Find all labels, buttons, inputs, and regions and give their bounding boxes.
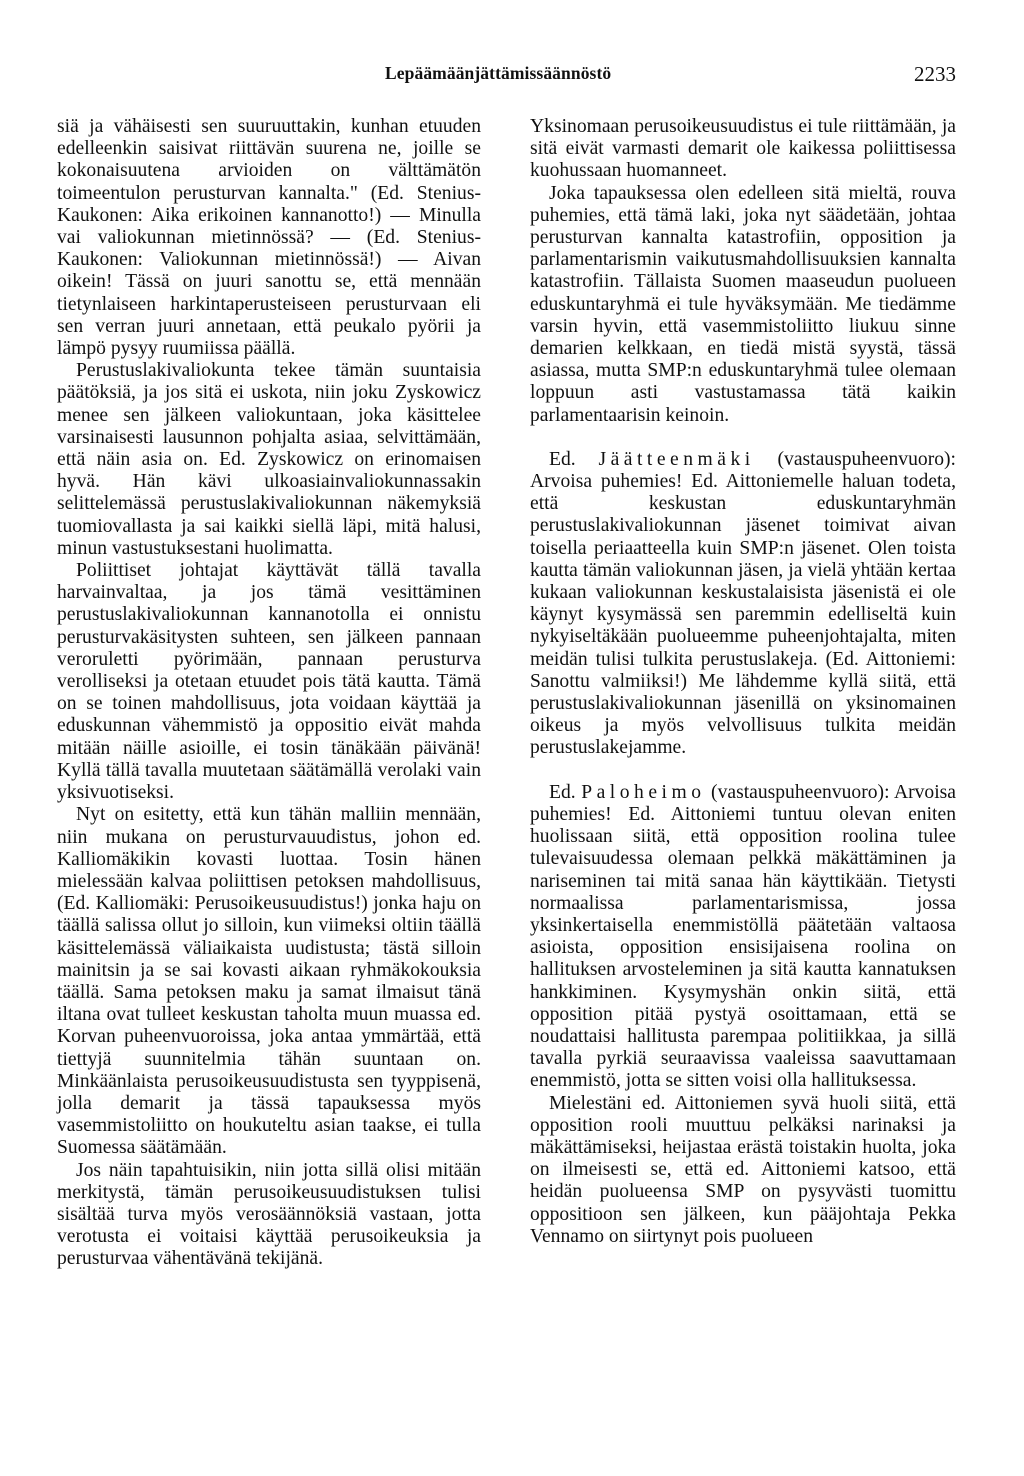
paragraph: Yksinomaan perusoikeusuudistus ei tule riittämään, ja sitä eivät varmasti demarit ole kaikessa poliittisessa kuohussaan huomanneet.	[530, 116, 956, 182]
paragraph: Perustuslakivaliokunta tekee tämän suuntaisia päätöksiä, ja jos sitä ei uskota, niin joku Zyskowicz menee sen jälkeen valiokuntaan, joka käsittelee varsinaisesti lausunnon pohjalta asiaa, selvittämään, että näin asia on. Ed. Zyskowicz on erinomaisen hyvä. Hän kävi ulkoasiainvaliokunnassakin selittelemässä perustuslakivaliokunnan näkemyksiä tuomiovallasta ja sai kaikki siellä läpi, mitä halusi, minun vastustuksestani huolimatta.	[57, 360, 481, 559]
speaker-name: Jäätteenmäki	[598, 448, 755, 470]
speaker-prefix: Ed.	[549, 448, 576, 470]
right-column	[530, 116, 956, 1248]
left-column	[57, 116, 481, 1271]
speech-text: (vastauspuheenvuoro): Arvoisa puhemies! Ed. Aittoniemelle haluan todeta, että keskustan eduskuntaryhmän perustuslakivaliokunnan jäsenet toimivat aivan toisella periaatteella kuin SMP:n jäsenet. Olen toista kautta tämän valiokunnan jäsen, ja vielä yhtään kertaa kukaan valiokunnan keskustalaisista jäsenistä ei ole käynyt kysymässä sen paremmin edelliseltä kuin nykyiseltäkään puolueemme puheenjohtajalta, miten meidän tulisi tulkita perustuslakeja. (Ed. Aittoniemi: Sanottu valmiiksi!) Me lähdemme kyllä siitä, että perustuslakivaliokunnan jäsenillä on yksinomainen oikeus ja myös velvollisuus tulkita meidän perustuslakejamme.	[530, 448, 956, 759]
paragraph: Mielestäni ed. Aittoniemen syvä huoli siitä, että opposition rooli muuttuu pelkäksi narinaksi ja mäkättämiseksi, heijastaa erästä toistakin huolta, joka on ilmeisesti se, että ed. Aittoniemi katsoo, että heidän puolueensa SMP on pysyvästi tuomittu oppositioon sen jälkeen, kun pääjohtaja Pekka Vennamo on siirtynyt pois puolueen	[530, 1092, 956, 1247]
speech-paloheimo	[530, 782, 956, 1093]
paragraph: siä ja vähäisesti sen suuruuttakin, kunhan etuuden edelleenkin saisivat riittävän suurena ne, joille se kokonaisuutena arvioiden on välttämätön toimeentulon perusturvan kannalta." (Ed. Stenius-Kaukonen: Aika erikoinen kannanotto!) — Minulla vai valiokunnan mietinnössä? — (Ed. Stenius-Kaukonen: Valiokunnan mietinnössä!) — Aivan oikein! Tässä on juuri sanottu se, että mennään tietynlaiseen harkintaperusteiseen perusturvaan eli sen verran juuri annetaan, että peukalo pyörii ja lämpö pysyy ruumiissa päällä.	[57, 116, 481, 360]
speaker-prefix: Ed.	[549, 781, 576, 803]
paragraph: Joka tapauksessa olen edelleen sitä mieltä, rouva puhemies, että tämä laki, joka nyt säädetään, johtaa perusturvan kannalta katastrofiin, opposition ja parlamentarismin vaikutusmahdollisuuksien kannalta katastrofiin. Tällaista Suomen maaseudun puolueen eduskuntaryhmä ei tule hyväksymään. Me tiedämme varsin hyvin, että vasemmistoliitto liukuu sinne demarien kelkkaan, en tiedä mistä syystä, tässä asiassa, mutta SMP:n eduskuntaryhmä tulee olemaan loppuun asti vastustamassa tätä kaikin parlamentaarisin keinoin.	[530, 182, 956, 426]
speech-jaatteenmaki	[530, 449, 956, 760]
speech-text: (vastauspuheenvuoro): Arvoisa puhemies! Ed. Aittoniemi tuntuu olevan eniten huolissaan siitä, että opposition roolina tulee tulevaisuudessa olemaan pelkkä mäkättäminen ja nariseminen tai mitä sanaa hän käyttikään. Tietysti normaalissa parlamentarismissa, jossa yksinkertaisella enemmistöllä päätetään valtaosa asioista, opposition ensisijaisena roolina on hallituksen arvosteleminen ja sitä kautta kannatuksen hankkiminen. Kysymyshän onkin siitä, että opposition pitää pystyä osoittamaan, että se noudattaisi hallitusta parempaa politiikkaa, ja sillä tavalla pyrkiä seuraavissa vaaleissa saavuttamaan enemmistö, jotta se sitten voisi olla hallituksessa.	[530, 781, 956, 1092]
paragraph: Nyt on esitetty, että kun tähän malliin mennään, niin mukana on perusturvauudistus, johon ed. Kalliomäkikin kovasti luottaa. Tosin hänen mielessään kalvaa poliittisen petoksen mahdollisuus, (Ed. Kalliomäki: Perusoikeusuudistus!) jonka haju on täällä salissa ollut jo silloin, kun viimeksi oltiin täällä käsittelemässä väliaikaista uudistusta; tästä silloin mainitsin ja se sai kovasti aikaan ryhmäkokouksia täällä. Sama petoksen maku ja samat ilmaisut tänä iltana ovat tulleet keskustan taholta muun muassa ed. Korvan puheenvuoroissa, joka antaa ymmärtää, että tiettyjä suunnitelmia tähän suuntaan on. Minkäänlaista perusoikeusuudistusta sen tyyppisenä, jolla demarit ja tässä tapauksessa myös vasemmistoliitto on houkuteltu asian taakse, ei tulla Suomessa säätämään.	[57, 804, 481, 1159]
page-number: 2233	[914, 62, 956, 86]
paragraph: Poliittiset johtajat käyttävät tällä tavalla harvainvaltaa, ja jos tämä vesittäminen perustuslakivaliokunnan kannanotolla ei onnistu perusturvakäsitysten suhteen, sen jälkeen pannaan veroruletti pyörimään, pannaan perusturva verolliseksi ja otetaan etuudet pois tätä kautta. Tämä on se toinen mahdollisuus, jota voidaan käyttää ja eduskunnan vähemmistö ja oppositio eivät mahda mitään näille asioille, ei tosin tänäkään päivänä! Kyllä tällä tavalla muutetaan säätämällä verolaki vain yksivuotiseksi.	[57, 560, 481, 804]
paragraph: Jos näin tapahtuisikin, niin jotta sillä olisi mitään merkitystä, tämän perusoikeusuudistuksen tulisi sisältää turva myös verosäännöksiä vastaan, jotta verotusta ei voitaisi käyttää perusoikeuksia ja perusturvaa vähentävänä tekijänä.	[57, 1159, 481, 1270]
running-header-title: Lepäämäänjättämissäännöstö	[385, 63, 612, 83]
speaker-name: Paloheimo	[581, 781, 706, 803]
